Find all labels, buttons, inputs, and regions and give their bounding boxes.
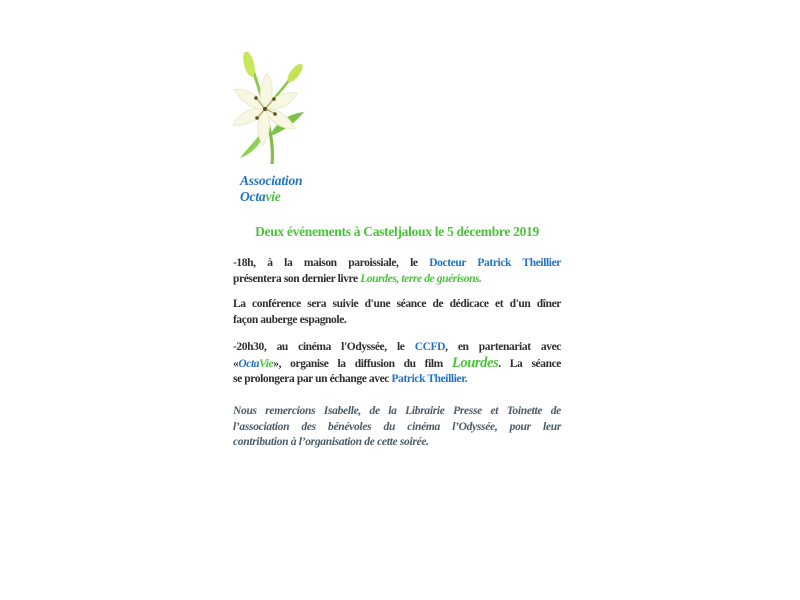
- text-segment-dark: -20h30, au cinéma l'Odyssée, le: [233, 341, 415, 353]
- association-name: [240, 173, 440, 205]
- text-segment-blue: Patrick Theillier.: [391, 373, 468, 385]
- text-line: [240, 173, 440, 189]
- text-segment-dark: , en partenariat avec: [445, 341, 561, 353]
- text-segment-blue: CCFD: [414, 341, 446, 353]
- text-line: [233, 356, 561, 373]
- text-segment-dark: La conférence sera suivie d'une séance de dédicace et d'un dîner: [233, 298, 561, 310]
- text-line: [233, 313, 561, 329]
- text-segment-green-italic: Lourdes, terre de guérisons.: [360, 272, 482, 285]
- text-line: [240, 189, 440, 205]
- paragraph-event-20h30: [233, 340, 561, 388]
- text-line: [233, 404, 561, 420]
- text-segment-green-italic-large: Lourdes: [451, 354, 499, 371]
- text-segment-dark: «: [233, 357, 239, 370]
- text-segment-blue-italic: Octa: [238, 357, 260, 370]
- text-segment-slate: contribution à l’organisation de cette soirée.: [233, 436, 429, 448]
- text-segment-dark: », organise la diffusion du film: [273, 357, 452, 370]
- text-line: [233, 297, 561, 313]
- text-line: [233, 435, 561, 451]
- text-line: [233, 420, 561, 436]
- text-line: [233, 340, 561, 356]
- paragraph-conference-note: [233, 297, 561, 328]
- text-segment-dark: façon auberge espagnole.: [233, 313, 347, 326]
- text-line: [233, 272, 561, 288]
- text-segment-slate: Nous remercions Isabelle, de la Librairie Presse et Toinette de: [233, 405, 561, 417]
- text-segment-slate: l’association des bénévoles du cinéma l’Odyssée, pour leur: [233, 420, 561, 433]
- paragraph-thanks-note: [233, 404, 561, 451]
- text-line: [233, 372, 561, 388]
- text-segment-dark: -18h, à la maison paroissiale, le: [233, 257, 430, 269]
- text-segment-green-italic: vie: [265, 189, 281, 204]
- text-segment-dark: se prolongera par un échange avec: [233, 373, 392, 385]
- lily-flower-image: [212, 52, 320, 166]
- text-segment-blue-italic: Association: [240, 173, 303, 188]
- text-segment-green-italic: Vie: [259, 357, 274, 370]
- event-heading: Deux événements à Casteljaloux le 5 décembre 2019: [255, 224, 539, 239]
- text-segment-blue: Docteur Patrick Theillier: [429, 257, 561, 269]
- text-segment-blue-italic: Octa: [240, 189, 266, 204]
- text-segment-dark: présentera son dernier livre: [233, 272, 361, 285]
- lily-flower-graphic: [212, 52, 320, 166]
- text-segment-dark: . La séance: [498, 357, 561, 370]
- text-line: [233, 256, 561, 272]
- paragraph-event-18h: [233, 256, 561, 287]
